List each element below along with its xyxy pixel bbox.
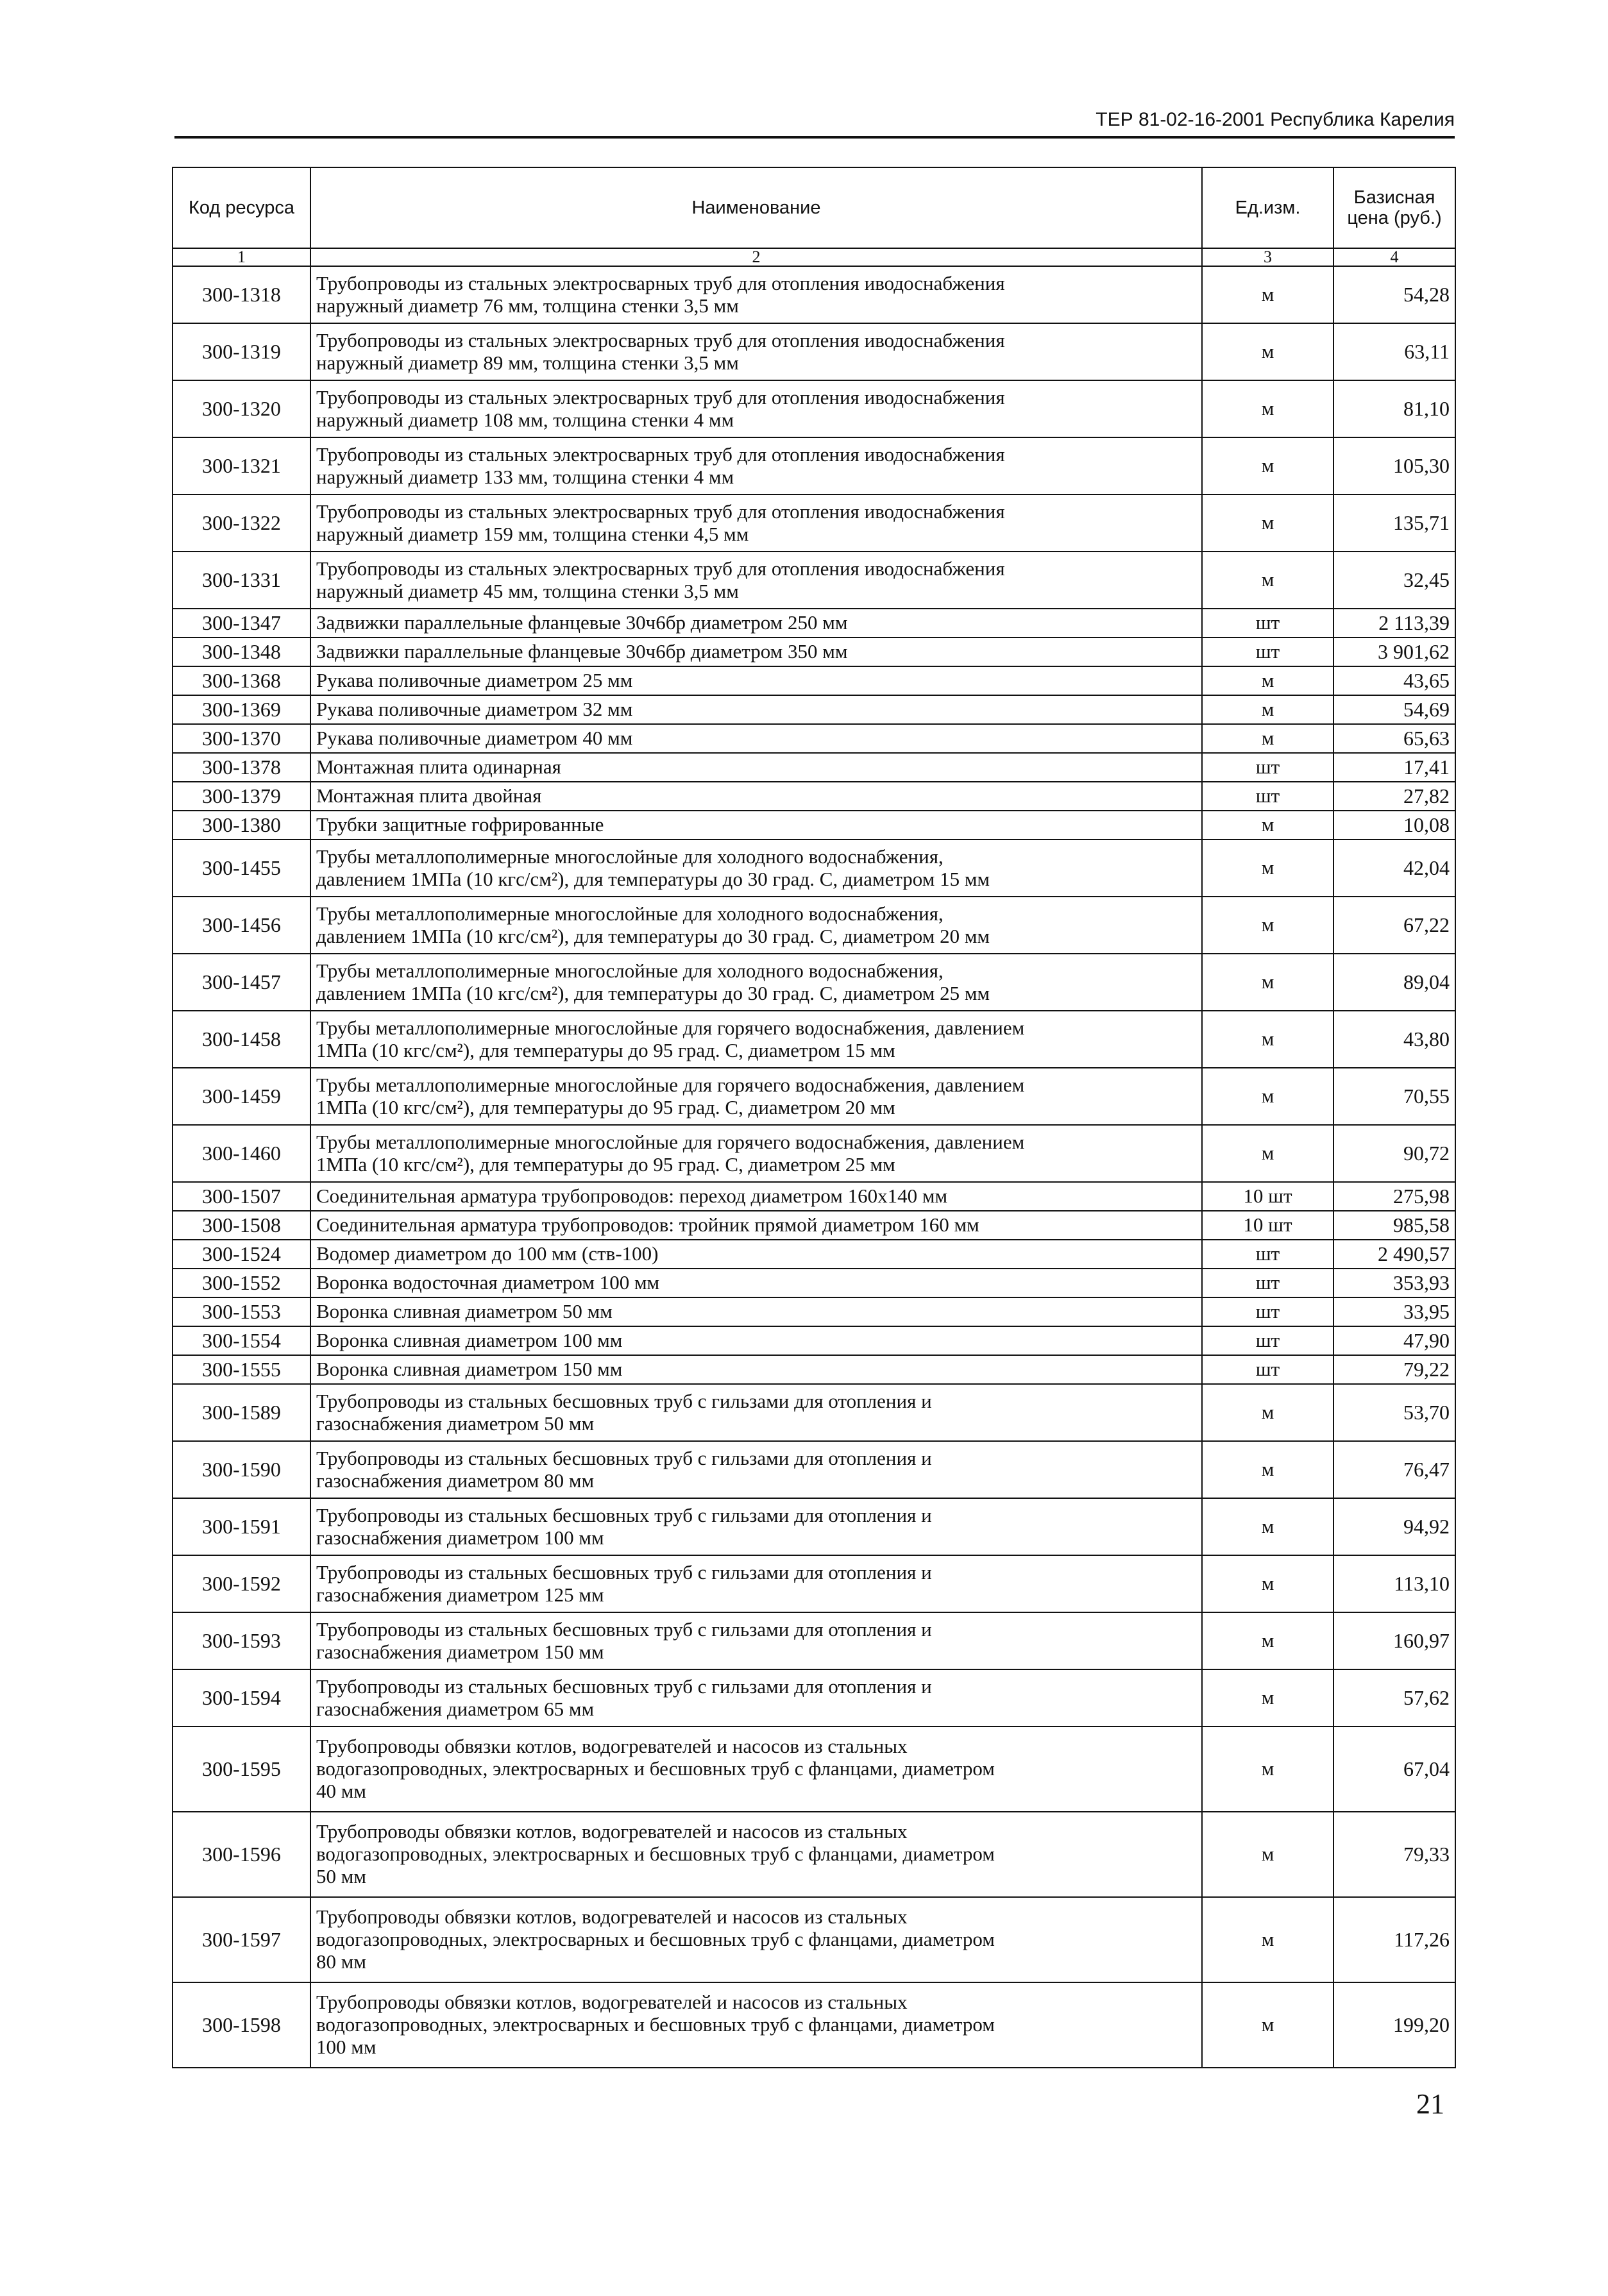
resource-name-line: давлением 1МПа (10 кгс/см²), для температуры до 30 град. С, диаметром 15 мм xyxy=(316,867,990,890)
unit-of-measure: шт xyxy=(1202,609,1333,637)
table-row xyxy=(173,1384,1455,1441)
resource-code: 300-1552 xyxy=(173,1269,310,1297)
base-price: 105,30 xyxy=(1333,437,1455,494)
unit-of-measure: шт xyxy=(1202,753,1333,782)
resource-name-line: наружный диаметр 133 мм, толщина стенки 4 мм xyxy=(316,465,734,488)
resource-code: 300-1589 xyxy=(173,1384,310,1441)
resource-code: 300-1331 xyxy=(173,552,310,609)
column-number-name: 2 xyxy=(310,248,1202,266)
resource-name xyxy=(310,1125,1202,1182)
resource-name xyxy=(310,666,1202,695)
base-price: 32,45 xyxy=(1333,552,1455,609)
unit-of-measure: м xyxy=(1202,1011,1333,1068)
resource-name-line: Трубки защитные гофрированные xyxy=(316,813,604,836)
resource-code: 300-1347 xyxy=(173,609,310,637)
resource-name-line: Рукава поливочные диаметром 40 мм xyxy=(316,727,633,750)
resource-name xyxy=(310,1612,1202,1669)
unit-of-measure: шт xyxy=(1202,1355,1333,1384)
running-title: ТЕР 81-02-16-2001 Республика Карелия xyxy=(1096,109,1455,130)
table-row xyxy=(173,609,1455,637)
resource-name xyxy=(310,1211,1202,1240)
unit-of-measure: м xyxy=(1202,1726,1333,1812)
resource-name xyxy=(310,724,1202,753)
unit-of-measure: м xyxy=(1202,323,1333,380)
resource-code: 300-1321 xyxy=(173,437,310,494)
unit-of-measure: м xyxy=(1202,1498,1333,1555)
resource-name-line: Воронка сливная диаметром 100 мм xyxy=(316,1329,623,1352)
resource-name xyxy=(310,1011,1202,1068)
column-number-price: 4 xyxy=(1333,248,1455,266)
column-header-name: Наименование xyxy=(310,167,1202,248)
unit-of-measure: м xyxy=(1202,840,1333,897)
column-header-unit: Ед.изм. xyxy=(1202,167,1333,248)
table-row xyxy=(173,724,1455,753)
resource-code: 300-1457 xyxy=(173,954,310,1011)
unit-of-measure: 10 шт xyxy=(1202,1182,1333,1211)
base-price: 10,08 xyxy=(1333,811,1455,840)
resource-name xyxy=(310,1269,1202,1297)
resource-name-line: Трубопроводы из стальных бесшовных труб с гильзами для отопления и xyxy=(316,1503,932,1526)
resource-name-line: Монтажная плита одинарная xyxy=(316,755,561,779)
table-row xyxy=(173,323,1455,380)
resource-name-line: Соединительная арматура трубопроводов: переход диаметром 160х140 мм xyxy=(316,1185,948,1208)
resource-name-line: Трубы металлополимерные многослойные для холодного водоснабжения, xyxy=(316,959,944,982)
table-row xyxy=(173,1812,1455,1897)
resource-name xyxy=(310,1326,1202,1355)
base-price: 3 901,62 xyxy=(1333,637,1455,666)
resource-name-line: Трубопроводы обвязки котлов, водогревателей и насосов из стальных xyxy=(316,1820,908,1843)
unit-of-measure: м xyxy=(1202,1555,1333,1612)
unit-of-measure: м xyxy=(1202,1068,1333,1125)
table-row xyxy=(173,954,1455,1011)
resource-name xyxy=(310,1068,1202,1125)
base-price: 65,63 xyxy=(1333,724,1455,753)
column-header-price: Базисная цена (руб.) xyxy=(1333,167,1455,248)
base-price: 79,22 xyxy=(1333,1355,1455,1384)
table-row xyxy=(173,897,1455,954)
resource-name xyxy=(310,1384,1202,1441)
unit-of-measure: м xyxy=(1202,1612,1333,1669)
unit-of-measure: м xyxy=(1202,811,1333,840)
table-row xyxy=(173,1726,1455,1812)
resource-name-line: Трубы металлополимерные многослойные для горячего водоснабжения, давлением xyxy=(316,1073,1025,1096)
table-row xyxy=(173,695,1455,724)
resource-name-line: Трубопроводы из стальных бесшовных труб с гильзами для отопления и xyxy=(316,1617,932,1641)
resource-name xyxy=(310,1897,1202,1982)
resource-name xyxy=(310,1297,1202,1326)
resource-name xyxy=(310,840,1202,897)
resource-name xyxy=(310,609,1202,637)
unit-of-measure: шт xyxy=(1202,1326,1333,1355)
resource-code: 300-1456 xyxy=(173,897,310,954)
column-number-unit: 3 xyxy=(1202,248,1333,266)
resource-code: 300-1458 xyxy=(173,1011,310,1068)
table-row xyxy=(173,380,1455,437)
resource-code: 300-1460 xyxy=(173,1125,310,1182)
table-row xyxy=(173,1355,1455,1384)
base-price: 275,98 xyxy=(1333,1182,1455,1211)
base-price: 89,04 xyxy=(1333,954,1455,1011)
unit-of-measure: шт xyxy=(1202,1297,1333,1326)
table-row xyxy=(173,494,1455,552)
resource-name xyxy=(310,1555,1202,1612)
resource-name xyxy=(310,695,1202,724)
base-price: 2 490,57 xyxy=(1333,1240,1455,1269)
unit-of-measure: м xyxy=(1202,380,1333,437)
unit-of-measure: м xyxy=(1202,437,1333,494)
table-row xyxy=(173,1240,1455,1269)
base-price: 76,47 xyxy=(1333,1441,1455,1498)
base-price: 199,20 xyxy=(1333,1982,1455,2068)
resource-code: 300-1592 xyxy=(173,1555,310,1612)
base-price: 43,80 xyxy=(1333,1011,1455,1068)
unit-of-measure: м xyxy=(1202,1384,1333,1441)
resource-code: 300-1508 xyxy=(173,1211,310,1240)
resource-name-line: Трубы металлополимерные многослойные для горячего водоснабжения, давлением xyxy=(316,1016,1025,1039)
resource-name-line: давлением 1МПа (10 кгс/см²), для температуры до 30 град. С, диаметром 20 мм xyxy=(316,924,990,947)
resource-name xyxy=(310,897,1202,954)
unit-of-measure: м xyxy=(1202,666,1333,695)
resource-code: 300-1348 xyxy=(173,637,310,666)
resource-name xyxy=(310,1441,1202,1498)
resource-name xyxy=(310,954,1202,1011)
unit-of-measure: м xyxy=(1202,266,1333,323)
base-price: 2 113,39 xyxy=(1333,609,1455,637)
resource-name xyxy=(310,1982,1202,2068)
resource-name-line: 1МПа (10 кгс/см²), для температуры до 95 град. С, диаметром 20 мм xyxy=(316,1095,895,1118)
resource-code: 300-1378 xyxy=(173,753,310,782)
resource-name-line: газоснабжения диаметром 125 мм xyxy=(316,1583,604,1606)
resource-name-line: давлением 1МПа (10 кгс/см²), для температуры до 30 град. С, диаметром 25 мм xyxy=(316,981,990,1004)
resource-name-line: Рукава поливочные диаметром 32 мм xyxy=(316,698,633,721)
resource-code: 300-1598 xyxy=(173,1982,310,2068)
resource-name-line: 50 мм xyxy=(316,1864,366,1887)
resource-name-line: Монтажная плита двойная xyxy=(316,784,542,807)
resource-name-line: наружный диаметр 159 мм, толщина стенки 4,5 мм xyxy=(316,522,749,545)
resource-name-line: водогазопроводных, электросварных и бесшовных труб с фланцами, диаметром xyxy=(316,1843,995,1866)
resource-name-line: Воронка водосточная диаметром 100 мм xyxy=(316,1271,660,1294)
resource-name-line: 1МПа (10 кгс/см²), для температуры до 95 град. С, диаметром 15 мм xyxy=(316,1038,895,1061)
resource-name-line: Задвижки параллельные фланцевые 30ч6бр диаметром 250 мм xyxy=(316,611,848,634)
resource-name-line: газоснабжения диаметром 150 мм xyxy=(316,1640,604,1663)
resource-name xyxy=(310,494,1202,552)
table-row xyxy=(173,1125,1455,1182)
unit-of-measure: шт xyxy=(1202,1269,1333,1297)
base-price: 135,71 xyxy=(1333,494,1455,552)
column-header-code: Код ресурса xyxy=(173,167,310,248)
table-row xyxy=(173,1182,1455,1211)
resource-name-line: 1МПа (10 кгс/см²), для температуры до 95 град. С, диаметром 25 мм xyxy=(316,1152,895,1176)
table-row xyxy=(173,1441,1455,1498)
table-row xyxy=(173,1612,1455,1669)
unit-of-measure: м xyxy=(1202,897,1333,954)
table-row xyxy=(173,437,1455,494)
unit-of-measure: м xyxy=(1202,1897,1333,1982)
resource-name-line: Трубопроводы из стальных бесшовных труб с гильзами для отопления и xyxy=(316,1560,932,1583)
table-row xyxy=(173,753,1455,782)
table-header-row xyxy=(173,167,1455,248)
resource-code: 300-1379 xyxy=(173,782,310,811)
column-number-row xyxy=(173,248,1455,266)
resource-code: 300-1507 xyxy=(173,1182,310,1211)
resource-name-line: наружный диаметр 89 мм, толщина стенки 3,5 мм xyxy=(316,351,739,374)
resource-name-line: Воронка сливная диаметром 50 мм xyxy=(316,1300,613,1323)
resource-name xyxy=(310,637,1202,666)
resource-name xyxy=(310,323,1202,380)
table-row xyxy=(173,1211,1455,1240)
price-table xyxy=(172,167,1456,2068)
unit-of-measure: м xyxy=(1202,1982,1333,2068)
table-row xyxy=(173,1897,1455,1982)
base-price: 985,58 xyxy=(1333,1211,1455,1240)
resource-code: 300-1380 xyxy=(173,811,310,840)
resource-name-line: наружный диаметр 45 мм, толщина стенки 3,5 мм xyxy=(316,579,739,602)
unit-of-measure: шт xyxy=(1202,1240,1333,1269)
resource-name xyxy=(310,1669,1202,1726)
resource-name-line: Трубопроводы из стальных электросварных труб для отопления иводоснабжения xyxy=(316,500,1005,523)
resource-name-line: Рукава поливочные диаметром 25 мм xyxy=(316,669,633,692)
resource-code: 300-1593 xyxy=(173,1612,310,1669)
base-price: 47,90 xyxy=(1333,1326,1455,1355)
resource-name-line: Задвижки параллельные фланцевые 30ч6бр диаметром 350 мм xyxy=(316,640,848,663)
table-row xyxy=(173,1498,1455,1555)
resource-name xyxy=(310,1240,1202,1269)
table-body xyxy=(173,266,1455,2068)
unit-of-measure: м xyxy=(1202,1441,1333,1498)
resource-code: 300-1594 xyxy=(173,1669,310,1726)
table-row xyxy=(173,1555,1455,1612)
resource-name-line: 100 мм xyxy=(316,2035,377,2058)
resource-name-line: газоснабжения диаметром 50 мм xyxy=(316,1412,595,1435)
unit-of-measure: м xyxy=(1202,724,1333,753)
unit-of-measure: м xyxy=(1202,1125,1333,1182)
base-price: 33,95 xyxy=(1333,1297,1455,1326)
resource-name-line: Трубопроводы обвязки котлов, водогревателей и насосов из стальных xyxy=(316,1735,908,1758)
table-row xyxy=(173,1269,1455,1297)
resource-name-line: наружный диаметр 108 мм, толщина стенки 4 мм xyxy=(316,408,734,431)
table-row xyxy=(173,1011,1455,1068)
base-price: 54,28 xyxy=(1333,266,1455,323)
base-price: 53,70 xyxy=(1333,1384,1455,1441)
page-number: 21 xyxy=(1416,2088,1444,2120)
resource-code: 300-1320 xyxy=(173,380,310,437)
unit-of-measure: м xyxy=(1202,494,1333,552)
base-price: 63,11 xyxy=(1333,323,1455,380)
table-row xyxy=(173,782,1455,811)
resource-code: 300-1455 xyxy=(173,840,310,897)
running-header xyxy=(174,108,1455,139)
resource-code: 300-1524 xyxy=(173,1240,310,1269)
resource-code: 300-1590 xyxy=(173,1441,310,1498)
resource-name-line: газоснабжения диаметром 65 мм xyxy=(316,1697,595,1720)
resource-code: 300-1555 xyxy=(173,1355,310,1384)
resource-name-line: Трубопроводы из стальных электросварных труб для отопления иводоснабжения xyxy=(316,385,1005,409)
resource-code: 300-1370 xyxy=(173,724,310,753)
base-price: 27,82 xyxy=(1333,782,1455,811)
unit-of-measure: шт xyxy=(1202,782,1333,811)
table-row xyxy=(173,1326,1455,1355)
resource-name-line: Водомер диаметром до 100 мм (ств-100) xyxy=(316,1242,659,1265)
resource-name-line: Воронка сливная диаметром 150 мм xyxy=(316,1358,623,1381)
base-price: 70,55 xyxy=(1333,1068,1455,1125)
resource-name-line: Трубы металлополимерные многослойные для холодного водоснабжения, xyxy=(316,845,944,868)
table-row xyxy=(173,1068,1455,1125)
resource-code: 300-1554 xyxy=(173,1326,310,1355)
base-price: 54,69 xyxy=(1333,695,1455,724)
resource-name xyxy=(310,1498,1202,1555)
resource-name-line: Трубопроводы из стальных электросварных труб для отопления иводоснабжения xyxy=(316,443,1005,466)
column-number-code: 1 xyxy=(173,248,310,266)
resource-code: 300-1596 xyxy=(173,1812,310,1897)
resource-name xyxy=(310,811,1202,840)
base-price: 67,22 xyxy=(1333,897,1455,954)
base-price: 94,92 xyxy=(1333,1498,1455,1555)
unit-of-measure: м xyxy=(1202,1812,1333,1897)
table-row xyxy=(173,840,1455,897)
resource-name xyxy=(310,552,1202,609)
unit-of-measure: шт xyxy=(1202,637,1333,666)
unit-of-measure: м xyxy=(1202,695,1333,724)
resource-name-line: газоснабжения диаметром 80 мм xyxy=(316,1469,595,1492)
table-row xyxy=(173,1982,1455,2068)
resource-name-line: Соединительная арматура трубопроводов: тройник прямой диаметром 160 мм xyxy=(316,1213,979,1237)
resource-name-line: наружный диаметр 76 мм, толщина стенки 3,5 мм xyxy=(316,294,739,317)
base-price: 353,93 xyxy=(1333,1269,1455,1297)
table-row xyxy=(173,1669,1455,1726)
base-price: 90,72 xyxy=(1333,1125,1455,1182)
resource-name xyxy=(310,266,1202,323)
resource-name-line: Трубопроводы обвязки котлов, водогревателей и насосов из стальных xyxy=(316,1905,908,1929)
resource-code: 300-1591 xyxy=(173,1498,310,1555)
base-price: 113,10 xyxy=(1333,1555,1455,1612)
base-price: 67,04 xyxy=(1333,1726,1455,1812)
base-price: 17,41 xyxy=(1333,753,1455,782)
resource-name-line: водогазопроводных, электросварных и бесшовных труб с фланцами, диаметром xyxy=(316,1757,995,1780)
resource-name xyxy=(310,1355,1202,1384)
resource-code: 300-1322 xyxy=(173,494,310,552)
resource-code: 300-1319 xyxy=(173,323,310,380)
resource-code: 300-1595 xyxy=(173,1726,310,1812)
base-price: 79,33 xyxy=(1333,1812,1455,1897)
resource-name-line: 80 мм xyxy=(316,1950,366,1973)
table-row xyxy=(173,637,1455,666)
resource-code: 300-1597 xyxy=(173,1897,310,1982)
table-row xyxy=(173,266,1455,323)
base-price: 81,10 xyxy=(1333,380,1455,437)
resource-code: 300-1369 xyxy=(173,695,310,724)
resource-name-line: водогазопроводных, электросварных и бесшовных труб с фланцами, диаметром xyxy=(316,1928,995,1951)
resource-name-line: Трубопроводы из стальных электросварных труб для отопления иводоснабжения xyxy=(316,557,1005,580)
resource-name-line: Трубопроводы из стальных электросварных труб для отопления иводоснабжения xyxy=(316,328,1005,351)
resource-code: 300-1368 xyxy=(173,666,310,695)
resource-name-line: Трубопроводы из стальных бесшовных труб с гильзами для отопления и xyxy=(316,1389,932,1412)
resource-name-line: Трубопроводы обвязки котлов, водогревателей и насосов из стальных xyxy=(316,1991,908,2014)
resource-code: 300-1553 xyxy=(173,1297,310,1326)
resource-code: 300-1318 xyxy=(173,266,310,323)
unit-of-measure: м xyxy=(1202,552,1333,609)
resource-code: 300-1459 xyxy=(173,1068,310,1125)
base-price: 117,26 xyxy=(1333,1897,1455,1982)
resource-name xyxy=(310,437,1202,494)
resource-name xyxy=(310,782,1202,811)
unit-of-measure: 10 шт xyxy=(1202,1211,1333,1240)
resource-name-line: Трубы металлополимерные многослойные для холодного водоснабжения, xyxy=(316,902,944,925)
base-price: 42,04 xyxy=(1333,840,1455,897)
table-row xyxy=(173,552,1455,609)
table-row xyxy=(173,1297,1455,1326)
resource-name xyxy=(310,753,1202,782)
table-row xyxy=(173,666,1455,695)
resource-name-line: Трубопроводы из стальных бесшовных труб с гильзами для отопления и xyxy=(316,1675,932,1698)
unit-of-measure: м xyxy=(1202,954,1333,1011)
resource-name xyxy=(310,1182,1202,1211)
resource-name-line: газоснабжения диаметром 100 мм xyxy=(316,1526,604,1549)
resource-name-line: Трубопроводы из стальных бесшовных труб с гильзами для отопления и xyxy=(316,1446,932,1469)
resource-name xyxy=(310,1726,1202,1812)
resource-name-line: водогазопроводных, электросварных и бесшовных труб с фланцами, диаметром xyxy=(316,2013,995,2036)
resource-name-line: Трубопроводы из стальных электросварных труб для отопления иводоснабжения xyxy=(316,271,1005,294)
base-price: 57,62 xyxy=(1333,1669,1455,1726)
base-price: 160,97 xyxy=(1333,1612,1455,1669)
base-price: 43,65 xyxy=(1333,666,1455,695)
resource-name xyxy=(310,380,1202,437)
resource-name-line: 40 мм xyxy=(316,1779,366,1802)
resource-name xyxy=(310,1812,1202,1897)
table-row xyxy=(173,811,1455,840)
unit-of-measure: м xyxy=(1202,1669,1333,1726)
resource-name-line: Трубы металлополимерные многослойные для горячего водоснабжения, давлением xyxy=(316,1130,1025,1153)
